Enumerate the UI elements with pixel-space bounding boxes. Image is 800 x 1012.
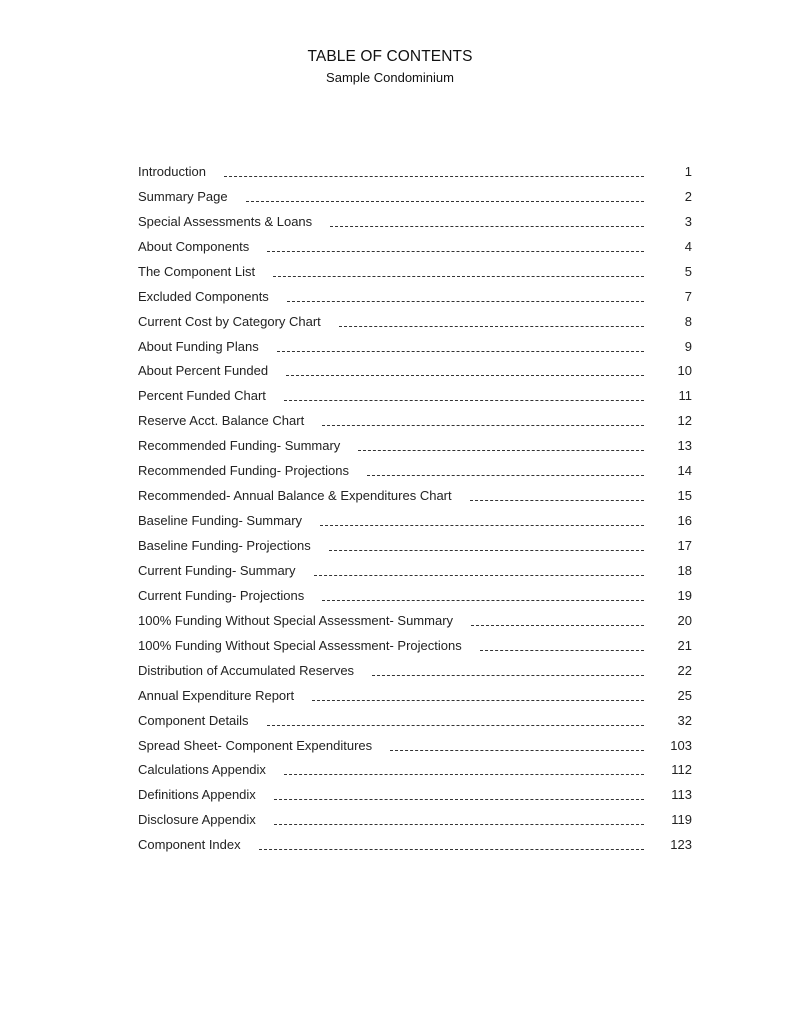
toc-entry-label: Special Assessments & Loans	[138, 213, 313, 229]
toc-entry	[138, 558, 692, 583]
toc-entry-page-number: 5	[684, 263, 692, 279]
toc-entry-label: About Percent Funded	[138, 363, 269, 379]
toc-dot-leader	[277, 351, 644, 352]
toc-entry	[138, 483, 692, 508]
toc-entry-page-number: 123	[670, 837, 692, 853]
toc-entry-page-number: 17	[677, 538, 692, 554]
toc-dot-leader	[273, 276, 644, 277]
toc-dot-leader	[330, 226, 644, 227]
toc-entry-label: About Components	[138, 238, 250, 254]
toc-dot-leader	[471, 625, 644, 626]
toc-entry	[138, 508, 692, 533]
toc-entry	[138, 359, 692, 384]
toc-entry	[138, 408, 692, 433]
toc-entry	[138, 683, 692, 708]
toc-dot-leader	[367, 475, 644, 476]
toc-entry-page-number: 25	[677, 687, 692, 703]
toc-entry-label: Introduction	[138, 163, 206, 179]
toc-entry-page-number: 22	[677, 662, 692, 678]
toc-entry-label: Current Funding- Projections	[138, 587, 305, 603]
toc-entry-page-number: 9	[684, 338, 692, 354]
toc-dot-leader	[314, 575, 645, 576]
toc-entry	[138, 658, 692, 683]
toc-entry-label: Calculations Appendix	[138, 762, 266, 778]
toc-entry-page-number: 8	[684, 313, 692, 329]
toc-entry	[138, 259, 692, 284]
toc-entry-label: Excluded Components	[138, 288, 269, 304]
table-of-contents	[138, 159, 692, 857]
toc-entry-page-number: 14	[677, 463, 692, 479]
toc-dot-leader	[390, 750, 644, 751]
toc-entry	[138, 184, 692, 209]
toc-dot-leader	[274, 799, 644, 800]
toc-entry	[138, 758, 692, 783]
toc-dot-leader	[259, 849, 644, 850]
toc-entry-page-number: 1	[684, 163, 692, 179]
toc-entry	[138, 209, 692, 234]
toc-dot-leader	[274, 824, 644, 825]
toc-entry-page-number: 19	[677, 587, 692, 603]
toc-entry	[138, 458, 692, 483]
toc-entry-label: Distribution of Accumulated Reserves	[138, 662, 355, 678]
toc-entry-page-number: 2	[684, 188, 692, 204]
toc-entry-label: Definitions Appendix	[138, 787, 256, 803]
toc-entry	[138, 633, 692, 658]
toc-entry-label: Reserve Acct. Balance Chart	[138, 413, 305, 429]
toc-dot-leader	[284, 774, 644, 775]
toc-dot-leader	[267, 251, 644, 252]
toc-entry-page-number: 15	[677, 488, 692, 504]
page-title: TABLE OF CONTENTS	[307, 48, 473, 65]
toc-entry-label: About Funding Plans	[138, 338, 259, 354]
toc-entry	[138, 583, 692, 608]
toc-entry-page-number: 32	[677, 712, 692, 728]
toc-dot-leader	[246, 201, 644, 202]
toc-entry-page-number: 11	[678, 388, 692, 404]
toc-dot-leader	[358, 450, 644, 451]
toc-dot-leader	[322, 600, 644, 601]
toc-entry	[138, 832, 692, 857]
toc-entry-page-number: 12	[677, 413, 692, 429]
toc-dot-leader	[372, 675, 644, 676]
toc-entry	[138, 383, 692, 408]
toc-entry-label: Spread Sheet- Component Expenditures	[138, 737, 373, 753]
toc-entry-page-number: 20	[677, 612, 692, 628]
toc-dot-leader	[286, 375, 644, 376]
toc-entry-label: 100% Funding Without Special Assessment- Projections	[138, 637, 462, 653]
toc-entry-label: Baseline Funding- Summary	[138, 513, 303, 529]
toc-dot-leader	[320, 525, 644, 526]
toc-entry-label: Annual Expenditure Report	[138, 687, 295, 703]
toc-entry-page-number: 13	[677, 438, 692, 454]
toc-entry	[138, 733, 692, 758]
toc-entry	[138, 608, 692, 633]
toc-dot-leader	[267, 725, 644, 726]
toc-entry	[138, 234, 692, 259]
toc-entry-page-number: 112	[671, 762, 692, 778]
toc-entry	[138, 334, 692, 359]
toc-entry-label: Summary Page	[138, 188, 228, 204]
toc-dot-leader	[322, 425, 644, 426]
toc-entry-label: Component Index	[138, 837, 241, 853]
toc-entry	[138, 433, 692, 458]
toc-entry-label: Component Details	[138, 712, 249, 728]
toc-dot-leader	[287, 301, 644, 302]
toc-entry-label: Recommended- Annual Balance & Expenditures Chart	[138, 488, 452, 504]
toc-entry-page-number: 10	[677, 363, 692, 379]
toc-entry-label: Current Cost by Category Chart	[138, 313, 321, 329]
toc-entry-label: The Component List	[138, 263, 256, 279]
toc-entry-page-number: 4	[684, 238, 692, 254]
toc-entry-page-number: 16	[677, 513, 692, 529]
toc-dot-leader	[284, 400, 644, 401]
toc-dot-leader	[339, 326, 644, 327]
toc-entry	[138, 533, 692, 558]
toc-dot-leader	[329, 550, 644, 551]
toc-entry-label: 100% Funding Without Special Assessment- Summary	[138, 612, 454, 628]
toc-entry	[138, 708, 692, 733]
toc-entry-page-number: 21	[677, 637, 692, 653]
toc-entry	[138, 782, 692, 807]
toc-entry	[138, 807, 692, 832]
toc-entry-label: Current Funding- Summary	[138, 562, 296, 578]
toc-dot-leader	[470, 500, 644, 501]
toc-entry-label: Percent Funded Chart	[138, 388, 266, 404]
toc-entry-page-number: 3	[684, 213, 692, 229]
toc-entry	[138, 309, 692, 334]
toc-entry-page-number: 103	[670, 737, 692, 753]
toc-entry-page-number: 119	[671, 812, 692, 828]
toc-entry-page-number: 7	[684, 288, 692, 304]
page-subtitle: Sample Condominium	[326, 70, 454, 85]
toc-dot-leader	[480, 650, 644, 651]
toc-entry	[138, 159, 692, 184]
toc-entry	[138, 284, 692, 309]
toc-dot-leader	[312, 700, 644, 701]
toc-entry-label: Baseline Funding- Projections	[138, 538, 311, 554]
toc-entry-label: Disclosure Appendix	[138, 812, 256, 828]
toc-entry-page-number: 18	[677, 562, 692, 578]
toc-dot-leader	[224, 176, 644, 177]
toc-entry-label: Recommended Funding- Summary	[138, 438, 341, 454]
toc-entry-label: Recommended Funding- Projections	[138, 463, 349, 479]
toc-entry-page-number: 113	[671, 787, 692, 803]
